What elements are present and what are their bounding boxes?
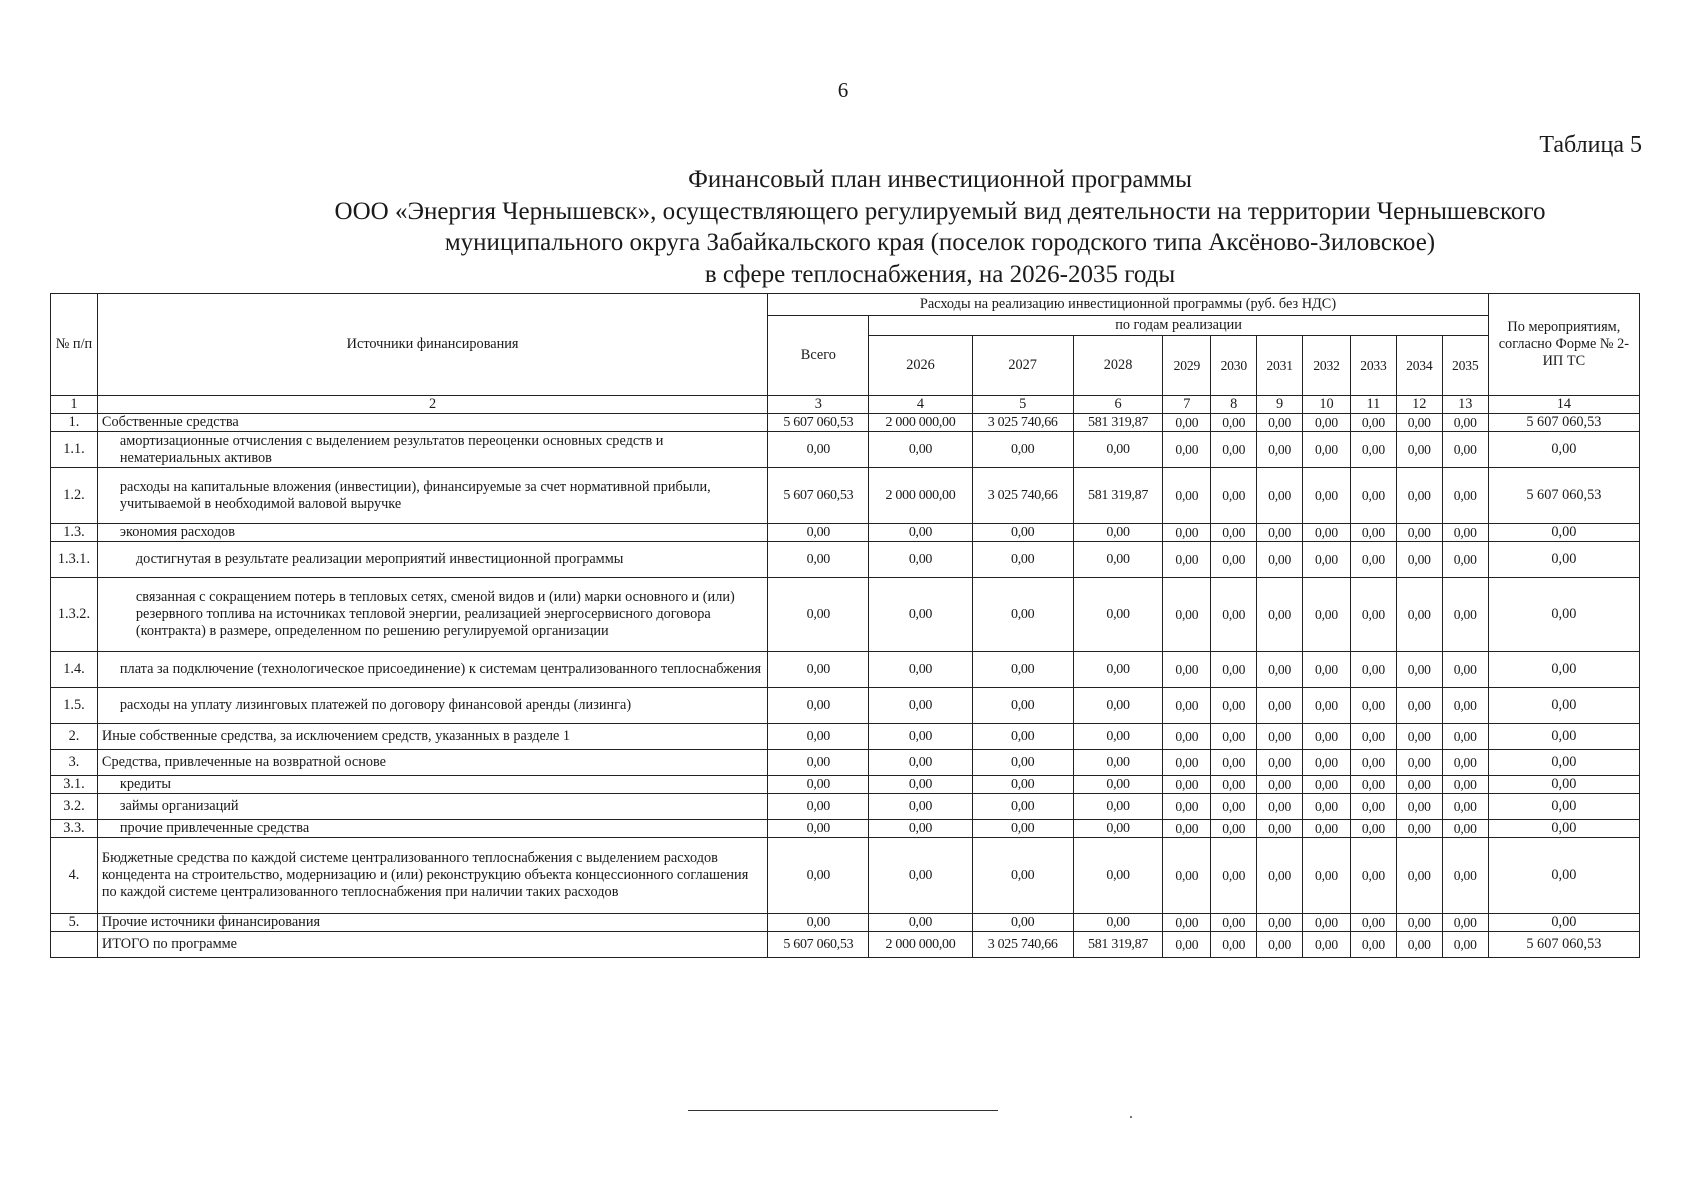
cell-year-value: 0,00: [1396, 724, 1442, 750]
column-index: 14: [1488, 396, 1639, 414]
row-source-name: кредиты: [97, 776, 767, 794]
cell-year-value: 0,00: [1257, 652, 1303, 688]
cell-year-value: 0,00: [869, 432, 972, 468]
column-index: 3: [768, 396, 869, 414]
table-row: [51, 652, 1640, 688]
cell-year-value: 0,00: [1163, 432, 1211, 468]
cell-year-value: 0,00: [1396, 468, 1442, 524]
cell-year-value: 0,00: [1303, 794, 1351, 820]
cell-year-value: 0,00: [1211, 468, 1257, 524]
cell-by-measures: 0,00: [1488, 524, 1639, 542]
cell-year-value: 0,00: [972, 524, 1073, 542]
row-source-name: расходы на уплату лизинговых платежей по договору финансовой аренды (лизинга): [97, 688, 767, 724]
row-source-name: Бюджетные средства по каждой системе централизованного теплоснабжения с выделением расходов концедента на строительство, модернизацию и (или) реконструкцию объекта концессионного соглашения по каждой системе централизованного теплоснабжения при наличии таких расходов: [97, 838, 767, 914]
cell-year-value: 0,00: [1257, 542, 1303, 578]
cell-year-value: 0,00: [1211, 414, 1257, 432]
cell-year-value: 0,00: [1211, 750, 1257, 776]
cell-year-value: 3 025 740,66: [972, 414, 1073, 432]
cell-by-measures: 0,00: [1488, 578, 1639, 652]
cell-year-value: 0,00: [1211, 724, 1257, 750]
cell-year-value: 0,00: [1351, 794, 1397, 820]
cell-year-value: 0,00: [1257, 750, 1303, 776]
title-line: Финансовый план инвестиционной программы: [688, 166, 1192, 193]
cell-total: 0,00: [768, 820, 869, 838]
cell-year-value: 0,00: [1073, 776, 1163, 794]
table-row: [51, 578, 1640, 652]
cell-year-value: 0,00: [1257, 932, 1303, 958]
cell-year-value: 0,00: [972, 838, 1073, 914]
cell-year-value: 0,00: [1396, 750, 1442, 776]
cell-year-value: 0,00: [1073, 432, 1163, 468]
cell-total: 0,00: [768, 794, 869, 820]
cell-year-value: 0,00: [1442, 932, 1488, 958]
cell-year-value: 0,00: [1257, 468, 1303, 524]
cell-year-value: 0,00: [1396, 776, 1442, 794]
cell-by-measures: 0,00: [1488, 652, 1639, 688]
row-number: 1.4.: [51, 652, 98, 688]
cell-year-value: 0,00: [1211, 688, 1257, 724]
row-source-name: Средства, привлеченные на возвратной основе: [97, 750, 767, 776]
row-number: 1.5.: [51, 688, 98, 724]
cell-by-measures: 0,00: [1488, 776, 1639, 794]
cell-year-value: 0,00: [1073, 820, 1163, 838]
cell-year-value: 0,00: [1257, 414, 1303, 432]
cell-year-value: 0,00: [1303, 914, 1351, 932]
cell-year-value: 0,00: [1351, 776, 1397, 794]
cell-year-value: 0,00: [1351, 914, 1397, 932]
row-number: 5.: [51, 914, 98, 932]
cell-year-value: 0,00: [972, 750, 1073, 776]
table-row: [51, 414, 1640, 432]
cell-year-value: 0,00: [1303, 414, 1351, 432]
cell-year-value: 0,00: [869, 724, 972, 750]
column-index: 12: [1396, 396, 1442, 414]
header-year: 2030: [1211, 336, 1257, 396]
cell-year-value: 0,00: [1303, 932, 1351, 958]
cell-year-value: 0,00: [1442, 914, 1488, 932]
cell-year-value: 0,00: [1396, 838, 1442, 914]
row-source-name: Собственные средства: [97, 414, 767, 432]
row-number: 1.3.2.: [51, 578, 98, 652]
cell-year-value: 0,00: [1396, 688, 1442, 724]
document-title: [190, 164, 1686, 290]
cell-year-value: 0,00: [1442, 468, 1488, 524]
header-year: 2034: [1396, 336, 1442, 396]
cell-year-value: 0,00: [1211, 652, 1257, 688]
table-row: [51, 914, 1640, 932]
cell-year-value: 0,00: [869, 794, 972, 820]
column-index: 8: [1211, 396, 1257, 414]
cell-year-value: 0,00: [1211, 524, 1257, 542]
row-source-name: прочие привлеченные средства: [97, 820, 767, 838]
cell-year-value: 0,00: [1257, 688, 1303, 724]
cell-by-measures: 0,00: [1488, 724, 1639, 750]
header-source: Источники финансирования: [97, 294, 767, 396]
cell-year-value: 0,00: [1351, 838, 1397, 914]
cell-year-value: 0,00: [1211, 914, 1257, 932]
cell-year-value: 0,00: [869, 914, 972, 932]
table-row: [51, 794, 1640, 820]
row-source-name: займы организаций: [97, 794, 767, 820]
header-num: № п/п: [51, 294, 98, 396]
cell-year-value: 0,00: [972, 578, 1073, 652]
table-row: [51, 524, 1640, 542]
cell-year-value: 0,00: [1351, 932, 1397, 958]
cell-total: 0,00: [768, 578, 869, 652]
cell-year-value: 581 319,87: [1073, 932, 1163, 958]
cell-year-value: 0,00: [1303, 688, 1351, 724]
row-number: 1.3.1.: [51, 542, 98, 578]
cell-year-value: 0,00: [1163, 524, 1211, 542]
cell-by-measures: 0,00: [1488, 750, 1639, 776]
column-index: 7: [1163, 396, 1211, 414]
cell-year-value: 0,00: [1442, 542, 1488, 578]
cell-year-value: 0,00: [1442, 652, 1488, 688]
cell-year-value: 0,00: [1303, 652, 1351, 688]
cell-year-value: 0,00: [1163, 542, 1211, 578]
row-number: [51, 932, 98, 958]
cell-year-value: 0,00: [1303, 750, 1351, 776]
cell-year-value: 0,00: [1303, 578, 1351, 652]
row-number: 3.3.: [51, 820, 98, 838]
cell-year-value: 0,00: [1442, 524, 1488, 542]
cell-total: 0,00: [768, 432, 869, 468]
cell-year-value: 0,00: [1073, 838, 1163, 914]
table-row: [51, 932, 1640, 958]
row-number: 2.: [51, 724, 98, 750]
cell-by-measures: 5 607 060,53: [1488, 468, 1639, 524]
cell-year-value: 0,00: [869, 652, 972, 688]
cell-year-value: 0,00: [1351, 578, 1397, 652]
cell-year-value: 0,00: [1073, 750, 1163, 776]
cell-year-value: 2 000 000,00: [869, 468, 972, 524]
cell-year-value: 0,00: [1073, 524, 1163, 542]
cell-year-value: 3 025 740,66: [972, 932, 1073, 958]
column-index-row: [51, 396, 1640, 414]
cell-year-value: 0,00: [1073, 794, 1163, 820]
cell-year-value: 0,00: [1442, 820, 1488, 838]
cell-total: 5 607 060,53: [768, 932, 869, 958]
cell-year-value: 0,00: [1351, 432, 1397, 468]
cell-year-value: 0,00: [1351, 524, 1397, 542]
cell-by-measures: 0,00: [1488, 542, 1639, 578]
header-row: [51, 294, 1640, 316]
header-by-measures: По мероприятиям, согласно Форме № 2-ИП ТС: [1488, 294, 1639, 396]
cell-year-value: 0,00: [1163, 932, 1211, 958]
header-year: 2027: [972, 336, 1073, 396]
cell-total: 0,00: [768, 776, 869, 794]
cell-year-value: 0,00: [1442, 776, 1488, 794]
row-number: 1.1.: [51, 432, 98, 468]
cell-year-value: 0,00: [869, 820, 972, 838]
cell-year-value: 0,00: [1396, 432, 1442, 468]
row-source-name: амортизационные отчисления с выделением результатов переоценки основных средств и нематериальных активов: [97, 432, 767, 468]
cell-total: 0,00: [768, 542, 869, 578]
cell-year-value: 0,00: [869, 542, 972, 578]
cell-year-value: 0,00: [1396, 652, 1442, 688]
cell-year-value: 0,00: [1396, 524, 1442, 542]
cell-year-value: 0,00: [1442, 414, 1488, 432]
title-line: муниципального округа Забайкальского края (поселок городского типа Аксёново-Зиловское): [444, 229, 1436, 256]
cell-total: 0,00: [768, 688, 869, 724]
cell-year-value: 0,00: [972, 794, 1073, 820]
row-source-name: плата за подключение (технологическое присоединение) к системам централизованного теплоснабжения: [97, 652, 767, 688]
cell-total: 0,00: [768, 838, 869, 914]
cell-year-value: 581 319,87: [1073, 468, 1163, 524]
cell-year-value: 0,00: [1211, 542, 1257, 578]
cell-year-value: 0,00: [1351, 468, 1397, 524]
cell-by-measures: 5 607 060,53: [1488, 414, 1639, 432]
cell-total: 5 607 060,53: [768, 468, 869, 524]
column-index: 5: [972, 396, 1073, 414]
header-year: 2032: [1303, 336, 1351, 396]
cell-by-measures: 0,00: [1488, 688, 1639, 724]
cell-year-value: 0,00: [1211, 838, 1257, 914]
cell-year-value: 2 000 000,00: [869, 414, 972, 432]
cell-year-value: 0,00: [1211, 932, 1257, 958]
table-row: [51, 542, 1640, 578]
row-source-name: Прочие источники финансирования: [97, 914, 767, 932]
table-row: [51, 468, 1640, 524]
row-source-name: экономия расходов: [97, 524, 767, 542]
cell-year-value: 0,00: [1211, 578, 1257, 652]
column-index: 2: [97, 396, 767, 414]
cell-year-value: 0,00: [1211, 794, 1257, 820]
cell-year-value: 0,00: [869, 838, 972, 914]
cell-year-value: 0,00: [869, 524, 972, 542]
row-source-name: Иные собственные средства, за исключением средств, указанных в разделе 1: [97, 724, 767, 750]
cell-year-value: 0,00: [1442, 838, 1488, 914]
cell-year-value: 0,00: [1351, 820, 1397, 838]
header-year: 2028: [1073, 336, 1163, 396]
cell-total: 0,00: [768, 750, 869, 776]
cell-year-value: 0,00: [1073, 914, 1163, 932]
row-number: 4.: [51, 838, 98, 914]
cell-year-value: 0,00: [1351, 724, 1397, 750]
cell-year-value: 0,00: [1163, 914, 1211, 932]
cell-by-measures: 0,00: [1488, 838, 1639, 914]
cell-year-value: 0,00: [869, 750, 972, 776]
column-index: 11: [1351, 396, 1397, 414]
cell-year-value: 0,00: [1163, 578, 1211, 652]
cell-year-value: 0,00: [1351, 652, 1397, 688]
cell-total: 0,00: [768, 652, 869, 688]
header-year: 2026: [869, 336, 972, 396]
cell-year-value: 0,00: [1351, 750, 1397, 776]
column-index: 10: [1303, 396, 1351, 414]
cell-year-value: 0,00: [1303, 432, 1351, 468]
cell-year-value: 0,00: [1351, 688, 1397, 724]
cell-year-value: 0,00: [1396, 820, 1442, 838]
financial-plan-table: [50, 293, 1640, 958]
header-year: 2035: [1442, 336, 1488, 396]
cell-year-value: 0,00: [1442, 750, 1488, 776]
header-total: Всего: [768, 316, 869, 396]
cell-by-measures: 0,00: [1488, 820, 1639, 838]
title-line: в сфере теплоснабжения, на 2026-2035 годы: [704, 260, 1176, 288]
cell-year-value: 0,00: [1442, 794, 1488, 820]
cell-year-value: 0,00: [1442, 578, 1488, 652]
cell-year-value: 0,00: [869, 776, 972, 794]
cell-year-value: 0,00: [1351, 414, 1397, 432]
cell-year-value: 0,00: [1073, 652, 1163, 688]
row-source-name: связанная с сокращением потерь в тепловых сетях, сменой видов и (или) марки основного и (или) резервного топлива на источниках тепловой энергии, реализацией энергосервисного договора (контракта) в размере, определенном по решению регулируемой организации: [97, 578, 767, 652]
end-line: [688, 1110, 998, 1111]
cell-year-value: 0,00: [1351, 542, 1397, 578]
cell-year-value: 0,00: [1257, 776, 1303, 794]
cell-year-value: 0,00: [1396, 914, 1442, 932]
cell-total: 0,00: [768, 724, 869, 750]
cell-year-value: 0,00: [1163, 468, 1211, 524]
cell-year-value: 0,00: [1073, 542, 1163, 578]
cell-year-value: 0,00: [1396, 542, 1442, 578]
row-number: 1.3.: [51, 524, 98, 542]
cell-year-value: 0,00: [1163, 776, 1211, 794]
column-index: 13: [1442, 396, 1488, 414]
cell-year-value: 0,00: [869, 578, 972, 652]
cell-year-value: 0,00: [1073, 724, 1163, 750]
cell-year-value: 0,00: [1211, 776, 1257, 794]
cell-year-value: 0,00: [1257, 914, 1303, 932]
row-number: 3.1.: [51, 776, 98, 794]
cell-by-measures: 0,00: [1488, 794, 1639, 820]
header-by-years: по годам реализации: [869, 316, 1488, 336]
cell-year-value: 2 000 000,00: [869, 932, 972, 958]
table-row: [51, 724, 1640, 750]
cell-total: 0,00: [768, 914, 869, 932]
cell-year-value: 0,00: [1303, 724, 1351, 750]
row-number: 1.: [51, 414, 98, 432]
cell-year-value: 0,00: [972, 724, 1073, 750]
row-source-name: ИТОГО по программе: [97, 932, 767, 958]
cell-year-value: 0,00: [1442, 688, 1488, 724]
cell-year-value: 0,00: [1163, 820, 1211, 838]
cell-year-value: 0,00: [972, 914, 1073, 932]
header-year: 2033: [1351, 336, 1397, 396]
cell-year-value: 0,00: [1163, 652, 1211, 688]
table-row: [51, 750, 1640, 776]
title-line: ООО «Энергия Чернышевск», осуществляющего регулируемый вид деятельности на территории Чернышевского: [334, 197, 1546, 225]
cell-year-value: 3 025 740,66: [972, 468, 1073, 524]
cell-year-value: 0,00: [869, 688, 972, 724]
cell-year-value: 0,00: [1303, 468, 1351, 524]
cell-year-value: 0,00: [1073, 688, 1163, 724]
cell-year-value: 0,00: [1396, 578, 1442, 652]
cell-year-value: 0,00: [1303, 838, 1351, 914]
cell-year-value: 0,00: [1257, 724, 1303, 750]
cell-year-value: 0,00: [1303, 820, 1351, 838]
cell-year-value: 0,00: [1211, 820, 1257, 838]
cell-year-value: 0,00: [1257, 794, 1303, 820]
table-label: Таблица 5: [1539, 132, 1642, 158]
cell-year-value: 0,00: [1163, 750, 1211, 776]
cell-year-value: 0,00: [1396, 414, 1442, 432]
column-index: 4: [869, 396, 972, 414]
cell-year-value: 0,00: [1442, 432, 1488, 468]
cell-year-value: 0,00: [1396, 932, 1442, 958]
table-row: [51, 776, 1640, 794]
cell-year-value: 0,00: [1303, 776, 1351, 794]
cell-year-value: 0,00: [1163, 838, 1211, 914]
cell-year-value: 0,00: [972, 652, 1073, 688]
cell-year-value: 0,00: [1396, 794, 1442, 820]
cell-year-value: 0,00: [1163, 688, 1211, 724]
cell-year-value: 0,00: [1442, 724, 1488, 750]
cell-by-measures: 0,00: [1488, 914, 1639, 932]
cell-year-value: 0,00: [1211, 432, 1257, 468]
cell-year-value: 0,00: [1257, 578, 1303, 652]
cell-year-value: 0,00: [1303, 524, 1351, 542]
table-row: [51, 838, 1640, 914]
cell-total: 0,00: [768, 524, 869, 542]
page-number: 6: [837, 78, 849, 102]
cell-year-value: 0,00: [1257, 432, 1303, 468]
header-year: 2031: [1257, 336, 1303, 396]
cell-year-value: 0,00: [972, 688, 1073, 724]
cell-year-value: 0,00: [1257, 524, 1303, 542]
cell-year-value: 0,00: [1257, 838, 1303, 914]
cell-year-value: 0,00: [1163, 414, 1211, 432]
row-source-name: достигнутая в результате реализации мероприятий инвестиционной программы: [97, 542, 767, 578]
cell-year-value: 0,00: [972, 542, 1073, 578]
cell-year-value: 0,00: [1163, 724, 1211, 750]
cell-year-value: 0,00: [1257, 820, 1303, 838]
cell-year-value: 0,00: [972, 776, 1073, 794]
cell-by-measures: 5 607 060,53: [1488, 932, 1639, 958]
cell-year-value: 581 319,87: [1073, 414, 1163, 432]
cell-year-value: 0,00: [1303, 542, 1351, 578]
row-number: 3.: [51, 750, 98, 776]
cell-year-value: 0,00: [972, 820, 1073, 838]
table-row: [51, 432, 1640, 468]
table-row: [51, 688, 1640, 724]
cell-by-measures: 0,00: [1488, 432, 1639, 468]
row-number: 1.2.: [51, 468, 98, 524]
cell-year-value: 0,00: [972, 432, 1073, 468]
header-expenses: Расходы на реализацию инвестиционной программы (руб. без НДС): [768, 294, 1488, 316]
column-index: 9: [1257, 396, 1303, 414]
cell-year-value: 0,00: [1163, 794, 1211, 820]
header-year: 2029: [1163, 336, 1211, 396]
scan-speck: [1130, 1116, 1132, 1118]
row-number: 3.2.: [51, 794, 98, 820]
column-index: 6: [1073, 396, 1163, 414]
row-source-name: расходы на капитальные вложения (инвестиции), финансируемые за счет нормативной прибыли, учитываемой в необходимой валовой выручке: [97, 468, 767, 524]
cell-total: 5 607 060,53: [768, 414, 869, 432]
table-row: [51, 820, 1640, 838]
cell-year-value: 0,00: [1073, 578, 1163, 652]
column-index: 1: [51, 396, 98, 414]
